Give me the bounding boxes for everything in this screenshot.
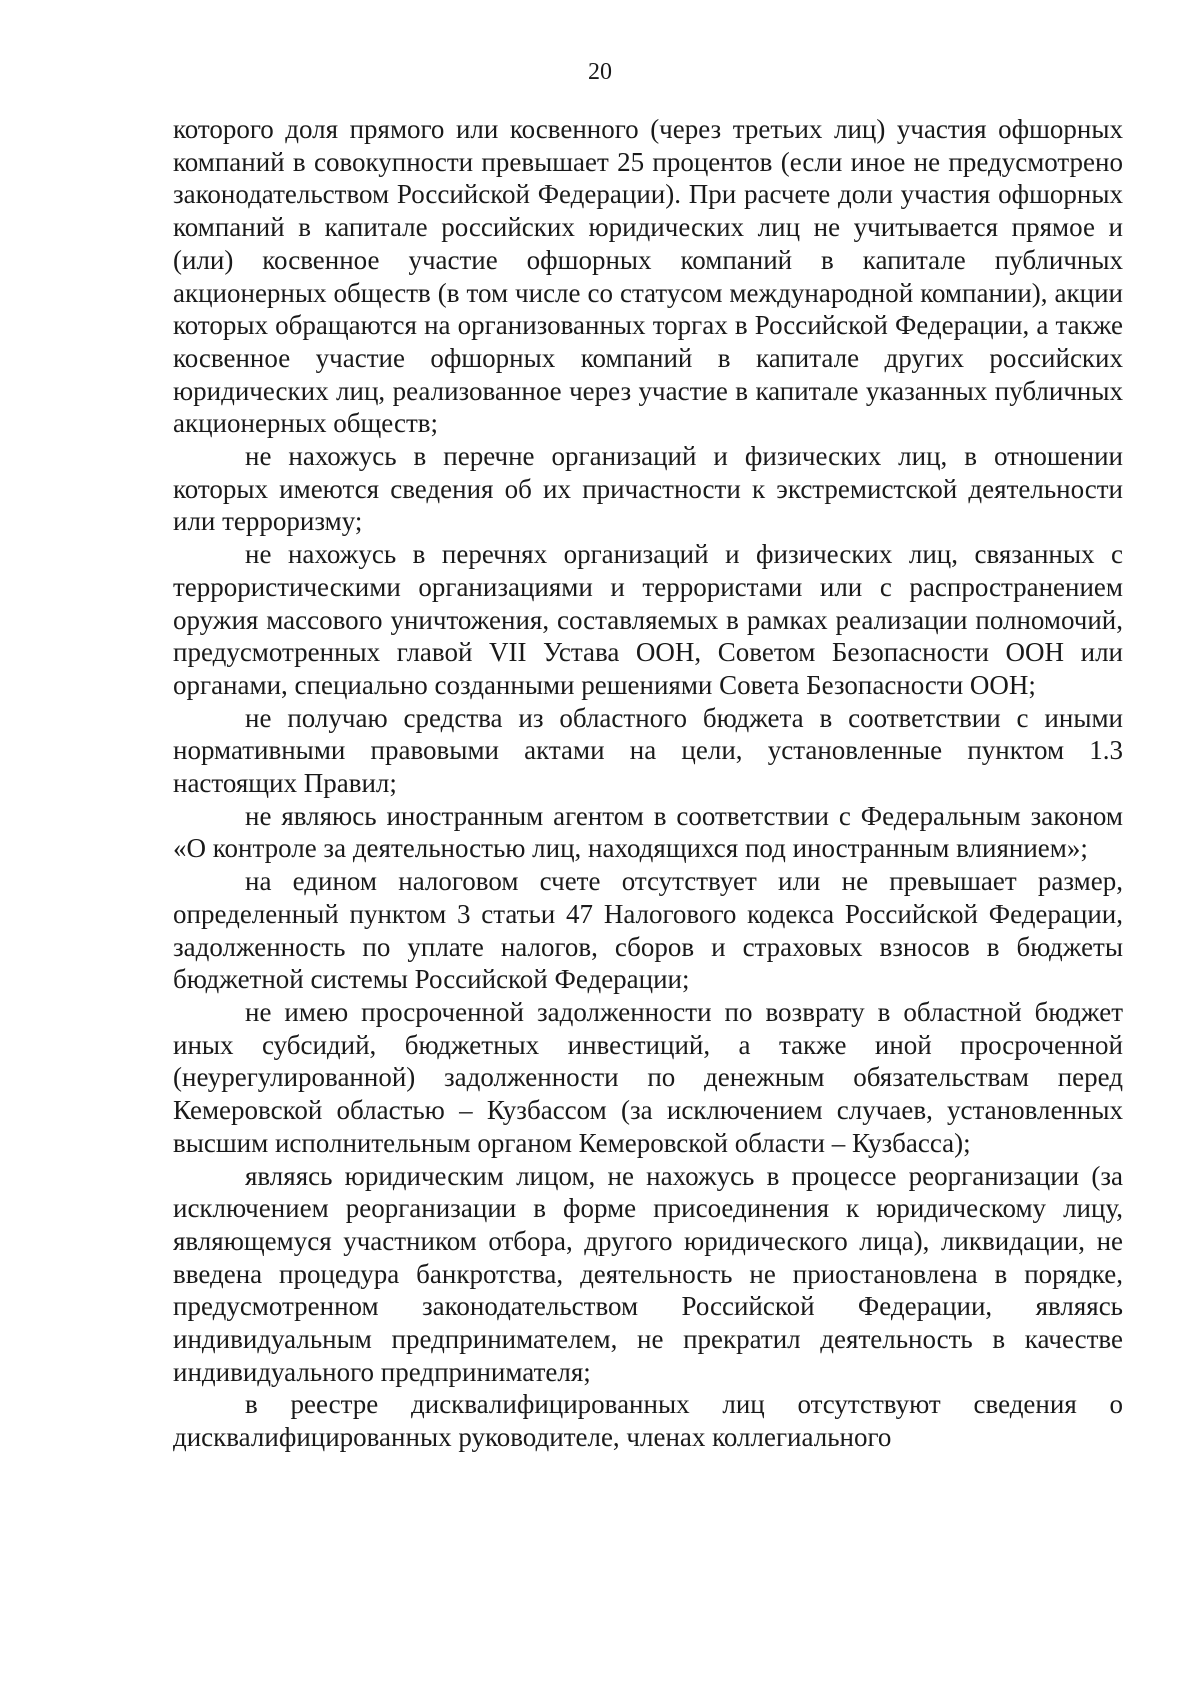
paragraph-foreign-agent: не являюсь иностранным агентом в соответствии с Федеральным законом «О контроле за деятельностью лиц, находящихся под иностранным влиянием»; — [173, 800, 1123, 864]
paragraph-regional-budget-funds: не получаю средства из областного бюджета в соответствии с иными нормативными правовыми актами на цели, установленные пунктом 1.3 настоящих Правил; — [173, 702, 1123, 799]
paragraph-overdue-debt: не имею просроченной задолженности по возврату в областной бюджет иных субсидий, бюджетных инвестиций, а также иной просроченной (неурегулированной) задолженности по денежным обязательствам перед Кемеровской областью – Кузбассом (за исключением случаев, установленных высшим исполнительным органом Кемеровской области – Кузбасса); — [173, 996, 1123, 1158]
paragraph-extremism-list: не нахожусь в перечне организаций и физических лиц, в отношении которых имеются сведения об их причастности к экстремистской деятельности или терроризму; — [173, 441, 1123, 537]
paragraph-terrorism-lists: не нахожусь в перечнях организаций и физических лиц, связанных с террористическими организациями и террористами или с распространением оружия массового уничтожения, составляемых в рамках реализации полномочий, предусмотренных главой VII Устава ООН, Советом Безопасности ООН или органами, специально созданными решениями Совета Безопасности ООН; — [173, 539, 1123, 700]
paragraph-reorganization: являясь юридическим лицом, не нахожусь в процессе реорганизации (за исключением реорганизации в форме присоединения к юридическому лицу, являющемуся участником отбора, другого юридического лица), ликвидации, не введена процедура банкротства, деятельность не приостановлена в порядке, предусмотренном законодательством Российской Федерации, являясь индивидуальным предпринимателем, не прекратил деятельность в качестве индивидуального предпринимателя; — [173, 1160, 1123, 1387]
page-number: 20 — [588, 59, 612, 85]
paragraph-disqualified-persons: в реестре дисквалифицированных лиц отсутствуют сведения о дисквалифицированных руководителе, членах коллегиального — [173, 1389, 1123, 1453]
paragraph-tax-debt: на едином налоговом счете отсутствует или не превышает размер, определенный пунктом 3 статьи 47 Налогового кодекса Российской Федерации, задолженность по уплате налогов, сборов и страховых взносов в бюджеты бюджетной системы Российской Федерации; — [173, 866, 1123, 995]
body-text — [173, 113, 1123, 1454]
paragraph-offshore-participation: которого доля прямого или косвенного (через третьих лиц) участия офшорных компаний в совокупности превышает 25 процентов (если иное не предусмотрено законодательством Российской Федерации). При расчете доли участия офшорных компаний в капитале российских юридических лиц не учитывается прямое и (или) косвенное участие офшорных компаний в капитале публичных акционерных обществ (в том числе со статусом международной компании), акции которых обращаются на организованных торгах в Российской Федерации, а также косвенное участие офшорных компаний в капитале других российских юридических лиц, реализованное через участие в капитале указанных публичных акционерных обществ; — [173, 114, 1123, 439]
